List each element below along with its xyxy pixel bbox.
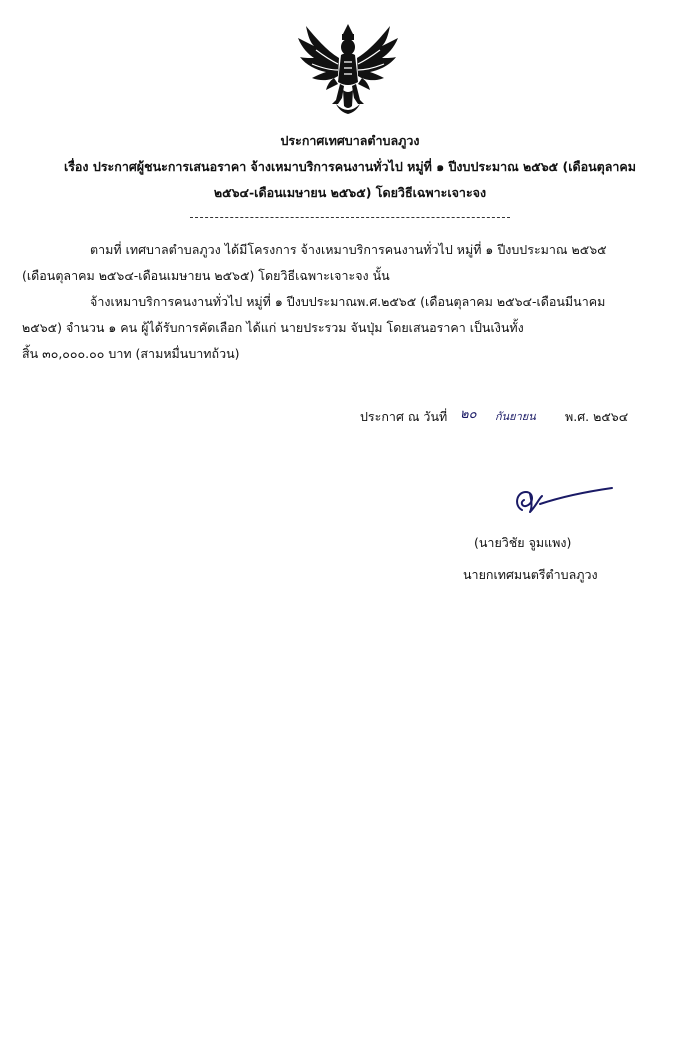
- body-line-1: ตามที่ เทศบาลตำบลภูวง ได้มีโครงการ จ้างเหมาบริการคนงานทั่วไป หมู่ที่ ๑ ปีงบประมาณ ๒๕๖๕: [90, 242, 607, 257]
- body-line-4: ๒๕๖๕) จำนวน ๑ คน ผู้ได้รับการคัดเลือก ได้แก่ นายประรวม จันปุ่ม โดยเสนอราคา เป็นเงินทั้ง: [22, 320, 524, 335]
- date-day-handwritten: ๒๐: [460, 407, 477, 422]
- body-line-5: สิ้น ๓๐,๐๐๐.๐๐ บาท (สามหมื่นบาทถ้วน): [22, 346, 240, 361]
- signer-title: นายกเทศมนตรีตำบลภูวง: [463, 567, 598, 582]
- signer-name: (นายวิชัย จูมแพง): [474, 535, 572, 550]
- body-line-3: จ้างเหมาบริการคนงานทั่วไป หมู่ที่ ๑ ปีงบประมาณพ.ศ.๒๕๖๕ (เดือนตุลาคม ๒๕๖๔-เดือนมีนาคม: [90, 294, 606, 309]
- body-line-2: (เดือนตุลาคม ๒๕๖๔-เดือนเมษายน ๒๕๖๕) โดยวิธีเฉพาะเจาะจง นั้น: [22, 268, 390, 283]
- date-prefix: ประกาศ ณ วันที่: [360, 409, 448, 424]
- signature-icon: [508, 480, 618, 520]
- announcement-title: ประกาศเทศบาลตำบลภูวง: [280, 133, 420, 148]
- date-month-handwritten: กันยายน: [495, 410, 536, 423]
- subject-line-1: เรื่อง ประกาศผู้ชนะการเสนอราคา จ้างเหมาบริการคนงานทั่วไป หมู่ที่ ๑ ปีงบประมาณ ๒๕๖๕ (เดือนตุลาคม: [63, 159, 637, 174]
- garuda-emblem-icon: [296, 20, 400, 124]
- date-year: พ.ศ. ๒๕๖๔: [565, 409, 629, 424]
- subject-line-2: ๒๕๖๔-เดือนเมษายน ๒๕๖๕) โดยวิธีเฉพาะเจาะจง: [213, 185, 487, 200]
- heading-divider: [190, 217, 510, 218]
